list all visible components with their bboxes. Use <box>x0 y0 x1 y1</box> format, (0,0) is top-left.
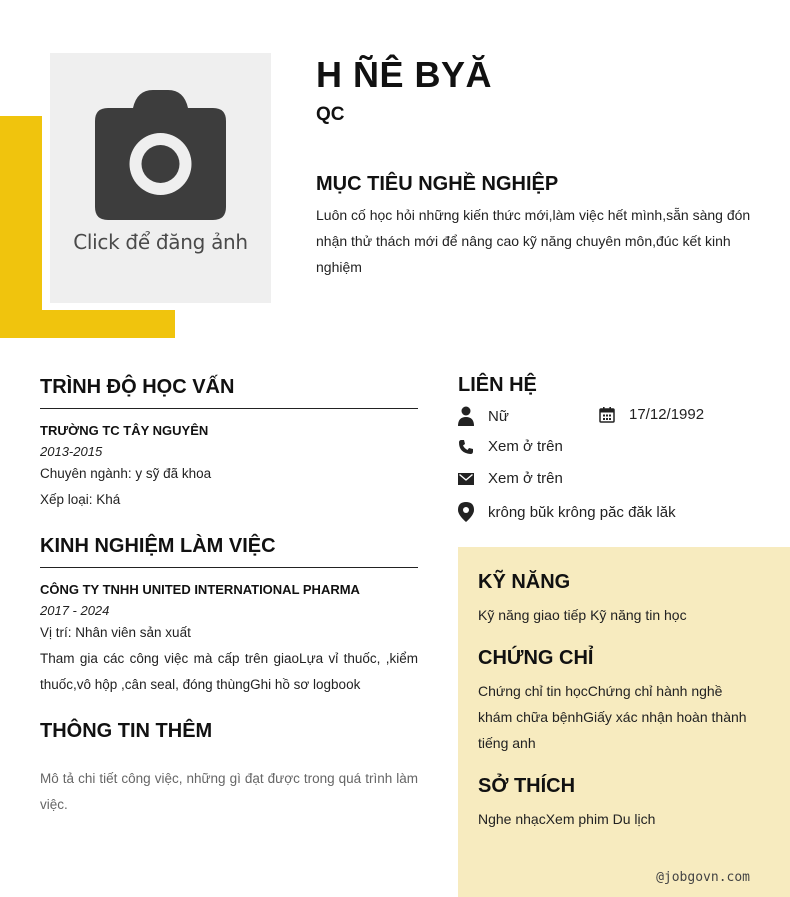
objective-text: Luôn cố học hỏi những kiến thức mới,làm việc hết mình,sẵn sàng đón nhận thử thách mới để nâng cao kỹ năng chuyên môn,đúc kết kinh nghiệm <box>316 207 751 275</box>
divider <box>40 567 418 568</box>
education-title: TRÌNH ĐỘ HỌC VẤN <box>40 376 235 398</box>
location-pin-icon <box>458 502 474 522</box>
person-icon <box>458 406 474 426</box>
contact-title: LIÊN HỆ <box>458 374 537 396</box>
accent-bar-vertical <box>0 116 42 338</box>
calendar-icon <box>599 407 615 423</box>
experience-years: 2017 - 2024 <box>40 603 110 618</box>
experience-company: CÔNG TY TNHH UNITED INTERNATIONAL PHARMA <box>40 582 360 597</box>
candidate-role: QC <box>316 104 345 125</box>
experience-description: Tham gia các công việc mà cấp trên giaoLựa vỉ thuốc, ,kiểm thuốc,vô hộp ,cân seal, đóng thùngGhi hồ sơ logbook <box>40 651 418 692</box>
contact-email <box>458 470 563 487</box>
skills-text: Kỹ năng giao tiếp Kỹ năng tin học <box>478 607 687 623</box>
contact-birthdate <box>599 406 704 423</box>
phone-icon <box>458 439 474 455</box>
contact-phone <box>458 438 563 455</box>
watermark: @jobgovn.com <box>656 870 750 885</box>
contact-address-value: krông bŭk krông păc đăk lăk <box>488 503 676 521</box>
extra-info-title: THÔNG TIN THÊM <box>40 720 213 742</box>
contact-email-value: Xem ở trên <box>488 470 563 487</box>
divider <box>40 408 418 409</box>
hobbies-title: SỞ THÍCH <box>478 775 576 797</box>
education-section <box>40 376 418 513</box>
contact-phone-value: Xem ở trên <box>488 438 563 455</box>
certificates-text: Chứng chỉ tin họcChứng chỉ hành nghề khám chữa bệnhGiấy xác nhận hoàn thành tiếng anh <box>478 683 747 751</box>
education-school: TRƯỜNG TC TÂY NGUYÊN <box>40 423 209 438</box>
candidate-name: H ÑÊ BYĂ <box>316 54 493 95</box>
contact-gender-value: Nữ <box>488 407 509 425</box>
camera-icon <box>95 90 226 220</box>
education-major: Chuyên ngành: y sỹ đã khoa <box>40 466 212 481</box>
photo-upload-label: Click để đăng ảnh <box>73 230 248 254</box>
extra-info-text: Mô tả chi tiết công việc, những gì đạt được trong quá trình làm việc. <box>40 771 418 812</box>
experience-section <box>40 535 418 698</box>
contact-address <box>458 502 676 522</box>
certificates-title: CHỨNG CHỈ <box>478 647 594 669</box>
accent-bar-horizontal <box>0 310 175 338</box>
extra-info-section <box>40 720 418 818</box>
education-grade: Xếp loại: Khá <box>40 492 121 507</box>
experience-position: Vị trí: Nhân viên sản xuất <box>40 625 191 640</box>
mail-icon <box>458 473 474 485</box>
education-years: 2013-2015 <box>40 444 103 459</box>
skills-panel <box>458 547 790 897</box>
experience-title: KINH NGHIỆM LÀM VIỆC <box>40 535 276 557</box>
hobbies-text: Nghe nhạcXem phim Du lịch <box>478 811 656 827</box>
contact-gender <box>458 406 509 426</box>
photo-upload[interactable] <box>50 53 271 303</box>
skills-title: KỸ NĂNG <box>478 571 571 593</box>
objective-title: MỤC TIÊU NGHỀ NGHIỆP <box>316 173 559 195</box>
contact-birthdate-value: 17/12/1992 <box>629 406 705 423</box>
